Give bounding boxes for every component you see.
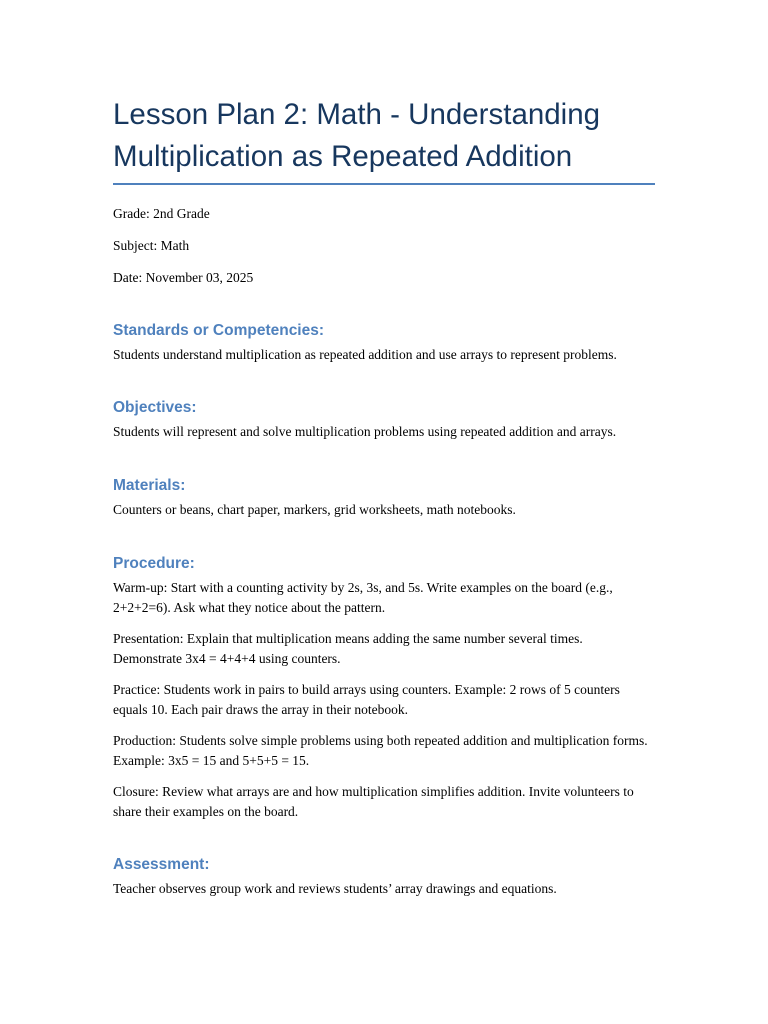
assessment-text: Teacher observes group work and reviews students’ array drawings and equations. — [113, 881, 557, 896]
document-title: Lesson Plan 2: Math - Understanding Multiplication as Repeated Addition — [113, 94, 655, 185]
objectives-heading: Objectives: — [113, 399, 197, 416]
lesson-plan-content — [113, 94, 655, 899]
subject-line: Subject: Math — [113, 238, 190, 253]
procedure-heading: Procedure: — [113, 555, 195, 572]
date-line: Date: November 03, 2025 — [113, 270, 254, 285]
assessment-heading: Assessment: — [113, 856, 210, 873]
procedure-step-presentation: Presentation: Explain that multiplication means adding the same number several times. Demonstrate 3x4 = 4+4+4 using counters. — [113, 631, 583, 666]
standards-text: Students understand multiplication as repeated addition and use arrays to represent problems. — [113, 347, 617, 362]
objectives-text: Students will represent and solve multiplication problems using repeated addition and arrays. — [113, 424, 617, 439]
procedure-step-production: Production: Students solve simple problems using both repeated addition and multiplication forms. Example: 3x5 = 15 and 5+5+5 = 15. — [113, 733, 648, 768]
materials-heading: Materials: — [113, 477, 186, 494]
procedure-step-closure: Closure: Review what arrays are and how multiplication simplifies addition. Invite volunteers to share their examples on the board. — [113, 784, 634, 819]
standards-heading: Standards or Competencies: — [113, 322, 325, 339]
materials-text: Counters or beans, chart paper, markers, grid worksheets, math notebooks. — [113, 502, 516, 517]
procedure-step-warm-up: Warm-up: Start with a counting activity by 2s, 3s, and 5s. Write examples on the board (e.g., 2+2+2=6). Ask what they notice about the pattern. — [113, 580, 613, 615]
grade-line: Grade: 2nd Grade — [113, 206, 210, 221]
procedure-step-practice: Practice: Students work in pairs to build arrays using counters. Example: 2 rows of 5 counters equals 10. Each pair draws the array in their notebook. — [113, 682, 620, 717]
